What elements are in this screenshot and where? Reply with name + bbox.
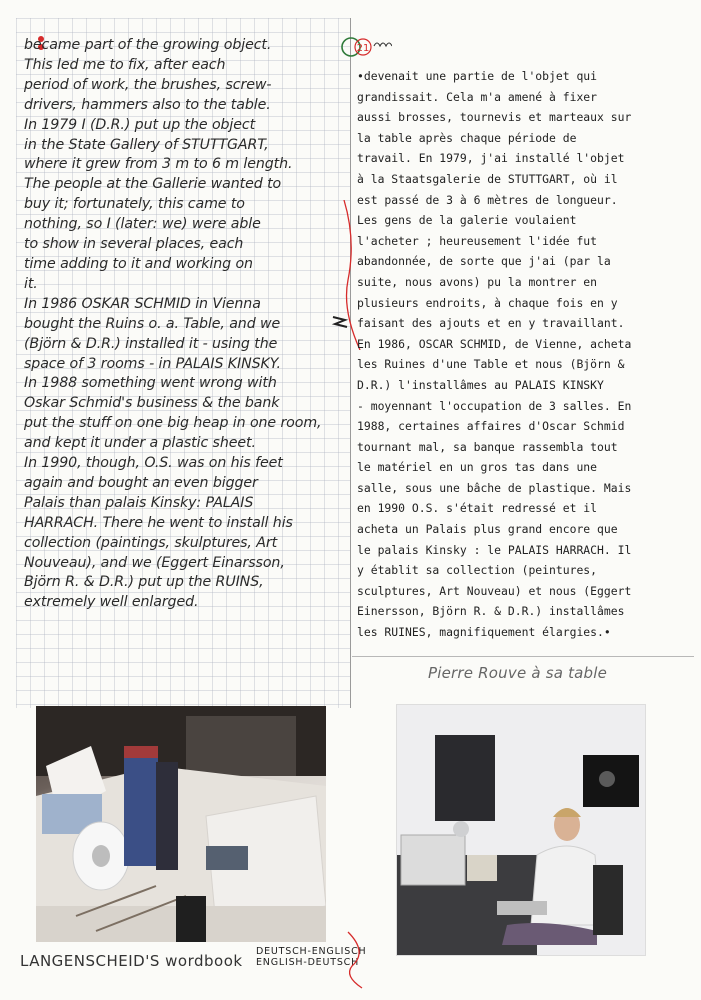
typed-line: en 1990 O.S. s'était redressé et il xyxy=(357,501,598,516)
typed-line: grandissait. Cela m'a amené à fixer xyxy=(357,89,598,104)
handwritten-text xyxy=(24,36,349,613)
typed-line: En 1986, OSCAR SCHMID, de Vienne, acheta xyxy=(357,336,632,351)
handwritten-line: buy it; fortunately, this came to xyxy=(24,196,245,213)
handwritten-line: it. xyxy=(24,275,38,292)
handwritten-line: in the State Gallery of STUTTGART, xyxy=(24,136,269,153)
handwritten-line: extremely well enlarged. xyxy=(24,594,199,611)
typed-line: le matériel en un gros tas dans une xyxy=(357,460,598,475)
handwritten-line: and kept it under a plastic sheet. xyxy=(24,435,256,452)
typed-line: l'acheter ; heureusement l'idée fut xyxy=(357,233,598,248)
handwritten-line: nothing, so I (later: we) were able xyxy=(24,216,261,233)
red-bracket-mark xyxy=(342,930,372,990)
handwritten-line: time adding to it and working on xyxy=(24,255,253,272)
handwritten-line: where it grew from 3 m to 6 m length. xyxy=(24,156,293,173)
desk-photo xyxy=(36,706,326,942)
photo-caption-left: LANGENSCHEID'S wordbook xyxy=(20,952,243,970)
handwritten-line: In 1988 something went wrong with xyxy=(24,375,277,392)
page-number: 21 xyxy=(356,43,370,54)
typed-line: suite, nous avons) pu la montrer en xyxy=(357,274,598,289)
typed-line: plusieurs endroits, à chaque fois en y xyxy=(357,295,618,310)
handwritten-line: Nouveau), and we (Eggert Einarsson, xyxy=(24,554,285,571)
handwritten-line: (Björn & D.R.) installed it - using the xyxy=(24,335,278,352)
section-divider xyxy=(352,656,694,657)
typed-line: 1988, certaines affaires d'Oscar Schmid xyxy=(357,419,625,434)
handwritten-line: HARRACH. There he went to install his xyxy=(24,514,293,531)
handwritten-line: Palais than palais Kinsky: PALAIS xyxy=(24,494,254,511)
handwritten-line: In 1986 OSKAR SCHMID in Vienna xyxy=(24,295,261,312)
typed-line: les Ruines d'une Table et nous (Björn & xyxy=(357,357,625,372)
typed-line: •devenait une partie de l'objet qui xyxy=(357,69,598,83)
typed-line: sculptures, Art Nouveau) et nous (Eggert xyxy=(357,583,632,598)
handwritten-line: to show in several places, each xyxy=(24,236,244,253)
ink-scribble xyxy=(330,312,350,332)
typed-line: acheta un Palais plus grand encore que xyxy=(357,522,618,537)
handwritten-line: Oskar Schmid's business & the bank xyxy=(24,395,280,412)
typed-line: Einersson, Björn R. & D.R.) installâmes xyxy=(357,604,625,619)
handwritten-line: became part of the growing object. xyxy=(24,37,272,53)
typed-line: Les gens de la galerie voulaient xyxy=(357,213,577,228)
man-at-desk-photo xyxy=(396,704,646,956)
photo-caption-right: Pierre Rouve à sa table xyxy=(428,664,608,682)
handwritten-line: bought the Ruins o. a. Table, and we xyxy=(24,315,281,332)
typed-line: D.R.) l'installâmes au PALAIS KINSKY xyxy=(357,377,604,392)
handwritten-line: drivers, hammers also to the table. xyxy=(24,96,271,113)
typed-french-text xyxy=(357,66,693,643)
typed-line: la table après chaque période de xyxy=(357,130,577,145)
typed-line: abandonnée, de sorte que j'ai (par la xyxy=(357,254,611,269)
typed-line: y établit sa collection (peintures, xyxy=(357,563,598,578)
typed-line: - moyennant l'occupation de 3 salles. En xyxy=(357,398,632,413)
handwritten-line: put the stuff on one big heap in one room, xyxy=(24,415,322,432)
typed-line: aussi brosses, tournevis et marteaux sur xyxy=(357,110,632,125)
handwritten-line: collection (paintings, skulptures, Art xyxy=(24,534,278,551)
typed-line: travail. En 1979, j'ai installé l'objet xyxy=(357,151,625,166)
handwritten-line: The people at the Gallerie wanted to xyxy=(24,176,282,193)
dictionary-line-2: ENGLISH-DEUTSCH xyxy=(256,957,360,968)
typed-line: le palais Kinsky : le PALAIS HARRACH. Il xyxy=(357,542,632,557)
typed-line: salle, sous une bâche de plastique. Mais xyxy=(357,480,632,495)
handwritten-line: period of work, the brushes, screw- xyxy=(24,76,272,93)
handwritten-line: Björn R. & D.R.) put up the RUINS, xyxy=(24,574,264,591)
handwritten-line: again and bought an even bigger xyxy=(24,474,258,491)
handwritten-line: In 1990, though, O.S. was on his feet xyxy=(24,455,283,472)
typed-line: est passé de 3 à 6 mètres de longueur. xyxy=(357,192,618,207)
typed-line: à la Staatsgalerie de STUTTGART, où il xyxy=(357,171,618,186)
handwritten-line: In 1979 I (D.R.) put up the object xyxy=(24,116,256,133)
typed-line: tournant mal, sa banque rassembla tout xyxy=(357,439,618,454)
typed-line: faisant des ajouts et en y travaillant. xyxy=(357,316,625,331)
handwritten-line: space of 3 rooms - in PALAIS KINSKY. xyxy=(24,355,281,372)
typed-line: les RUINES, magnifiquement élargies.• xyxy=(357,625,611,640)
handwritten-line: This led me to fix, after each xyxy=(24,56,226,73)
page-number-mark xyxy=(340,34,392,60)
dictionary-line-1: DEUTSCH-ENGLISCH xyxy=(256,946,367,957)
